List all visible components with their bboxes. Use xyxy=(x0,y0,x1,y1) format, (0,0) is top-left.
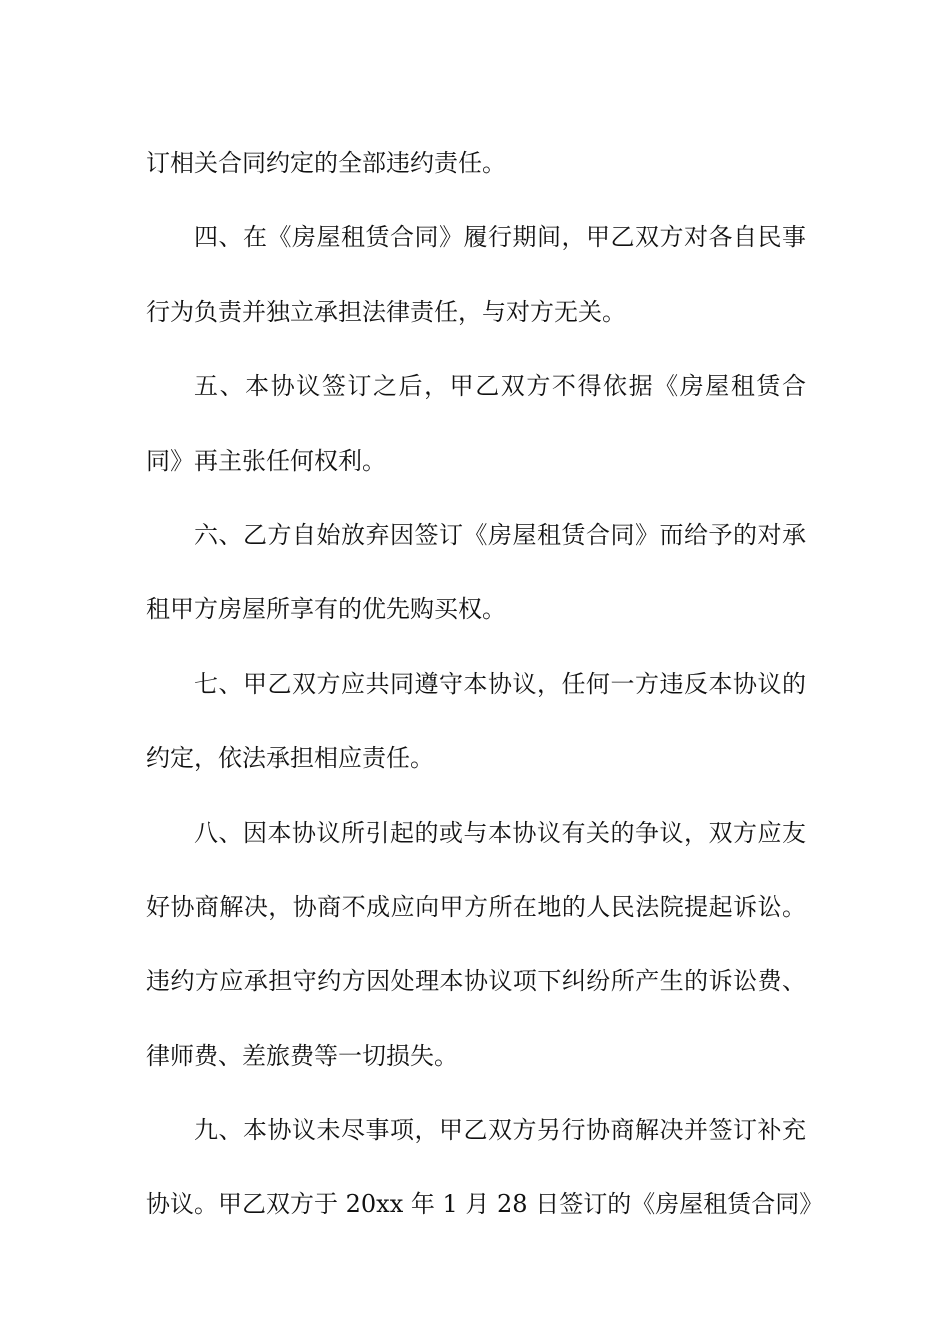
clause-8-line-2: 好协商解决，协商不成应向甲方所在地的人民法院提起诉讼。 xyxy=(146,892,806,921)
clause-5-line-2: 同》再主张任何权利。 xyxy=(146,446,386,475)
clause-8-line-1: 八、因本协议所引起的或与本协议有关的争议，双方应友 xyxy=(194,818,806,847)
document-body xyxy=(146,126,824,1242)
clause-7-line-1: 七、甲乙双方应共同遵守本协议，任何一方违反本协议的 xyxy=(194,669,806,698)
clause-8-line-4: 律师费、差旅费等一切损失。 xyxy=(146,1041,458,1070)
clause-4-line-1: 四、在《房屋租赁合同》履行期间，甲乙双方对各自民事 xyxy=(194,223,806,252)
clause-5-line-1: 五、本协议签订之后，甲乙双方不得依据《房屋租赁合 xyxy=(194,372,806,401)
clause-6-line-2: 租甲方房屋所享有的优先购买权。 xyxy=(146,595,506,624)
clause-6-line-1: 六、乙方自始放弃因签订《房屋租赁合同》而给予的对承 xyxy=(194,520,806,549)
clause-7-line-2: 约定，依法承担相应责任。 xyxy=(146,744,434,773)
clause-9-line-1: 九、本协议未尽事项，甲乙双方另行协商解决并签订补充 xyxy=(194,1116,806,1145)
text-line: 订相关合同约定的全部违约责任。 xyxy=(146,149,506,177)
clause-4-line-2: 行为负责并独立承担法律责任，与对方无关。 xyxy=(146,297,626,326)
clause-8-line-3: 违约方应承担守约方因处理本协议项下纠纷所产生的诉讼费、 xyxy=(146,967,806,996)
clause-9-line-2: 协议。甲乙双方于 20xx 年 1 月 28 日签订的《房屋租赁合同》 xyxy=(146,1190,824,1219)
